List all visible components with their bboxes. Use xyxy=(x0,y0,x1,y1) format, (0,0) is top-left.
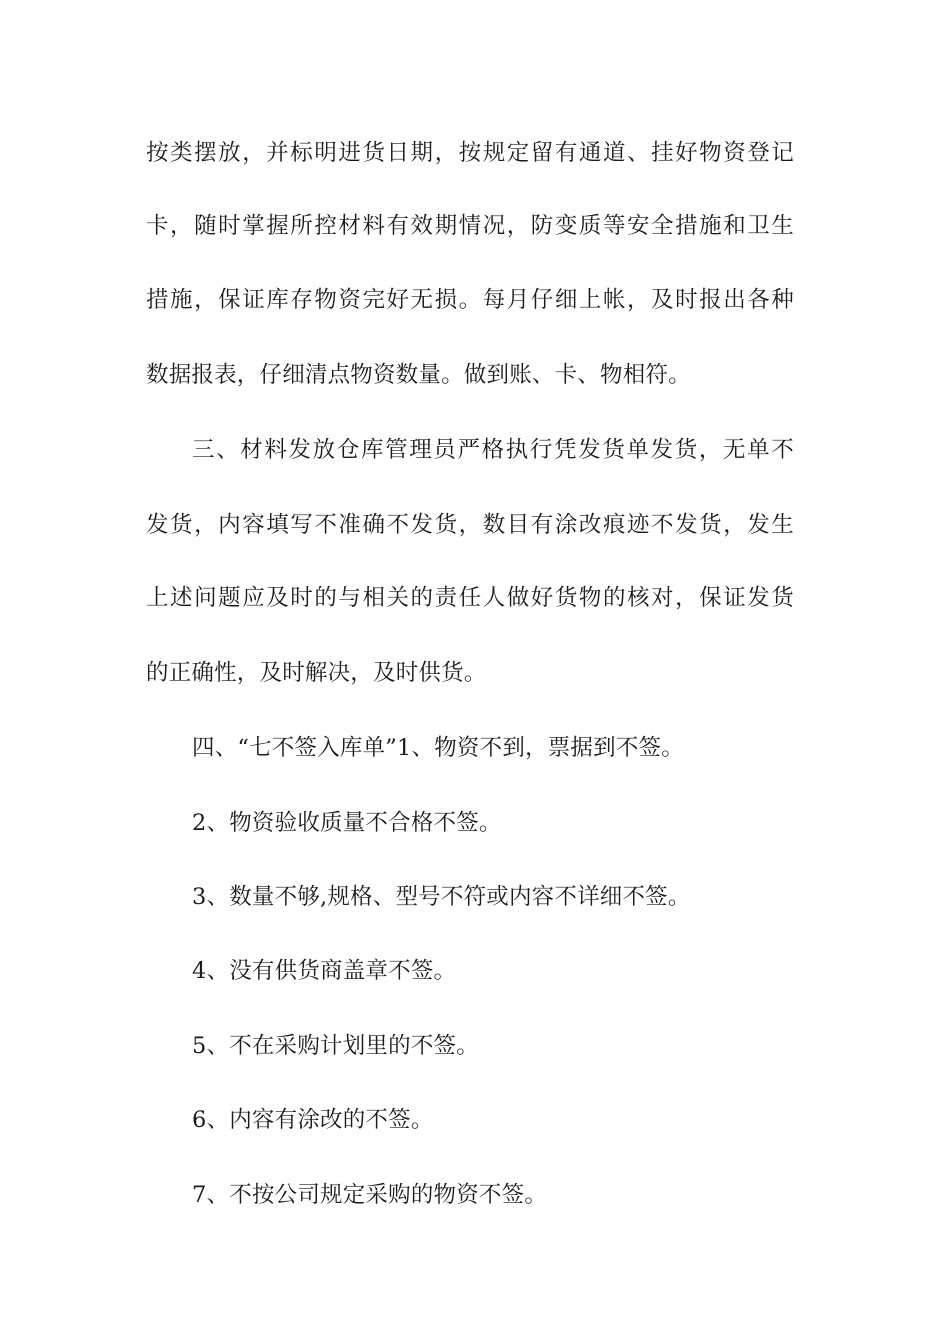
list-item: 7、不按公司规定采购的物资不签。 xyxy=(192,1182,548,1208)
list-item: 3、数量不够,规格、型号不符或内容不详细不签。 xyxy=(192,884,691,910)
list-item: 4、没有供货商盖章不签。 xyxy=(192,958,457,984)
list-item: 2、物资验收质量不合格不签。 xyxy=(192,810,502,836)
paragraph-line: 按类摆放，并标明进货日期，按规定留有通道、挂好物资登记 xyxy=(146,140,794,166)
paragraph-line: 的正确性，及时解决，及时供货。 xyxy=(146,660,487,686)
list-item: 6、内容有涂改的不签。 xyxy=(192,1107,434,1133)
paragraph-line: 数据报表，仔细清点物资数量。做到账、卡、物相符。 xyxy=(146,362,691,388)
section-four-line: 四、“七不签入库单”1、物资不到，票据到不签。 xyxy=(192,735,684,761)
paragraph-line: 措施，保证库存物资完好无损。每月仔细上帐，及时报出各种 xyxy=(146,287,794,313)
paragraph-line: 上述问题应及时的与相关的责任人做好货物的核对，保证发货 xyxy=(146,585,794,611)
section-three-line: 三、材料发放仓库管理员严格执行凭发货单发货，无单不 xyxy=(192,437,794,463)
paragraph-line: 发货，内容填写不准确不发货，数目有涂改痕迹不发货，发生 xyxy=(146,512,794,538)
list-item: 5、不在采购计划里的不签。 xyxy=(192,1033,479,1059)
paragraph-line: 卡，随时掌握所控材料有效期情况，防变质等安全措施和卫生 xyxy=(146,213,794,239)
